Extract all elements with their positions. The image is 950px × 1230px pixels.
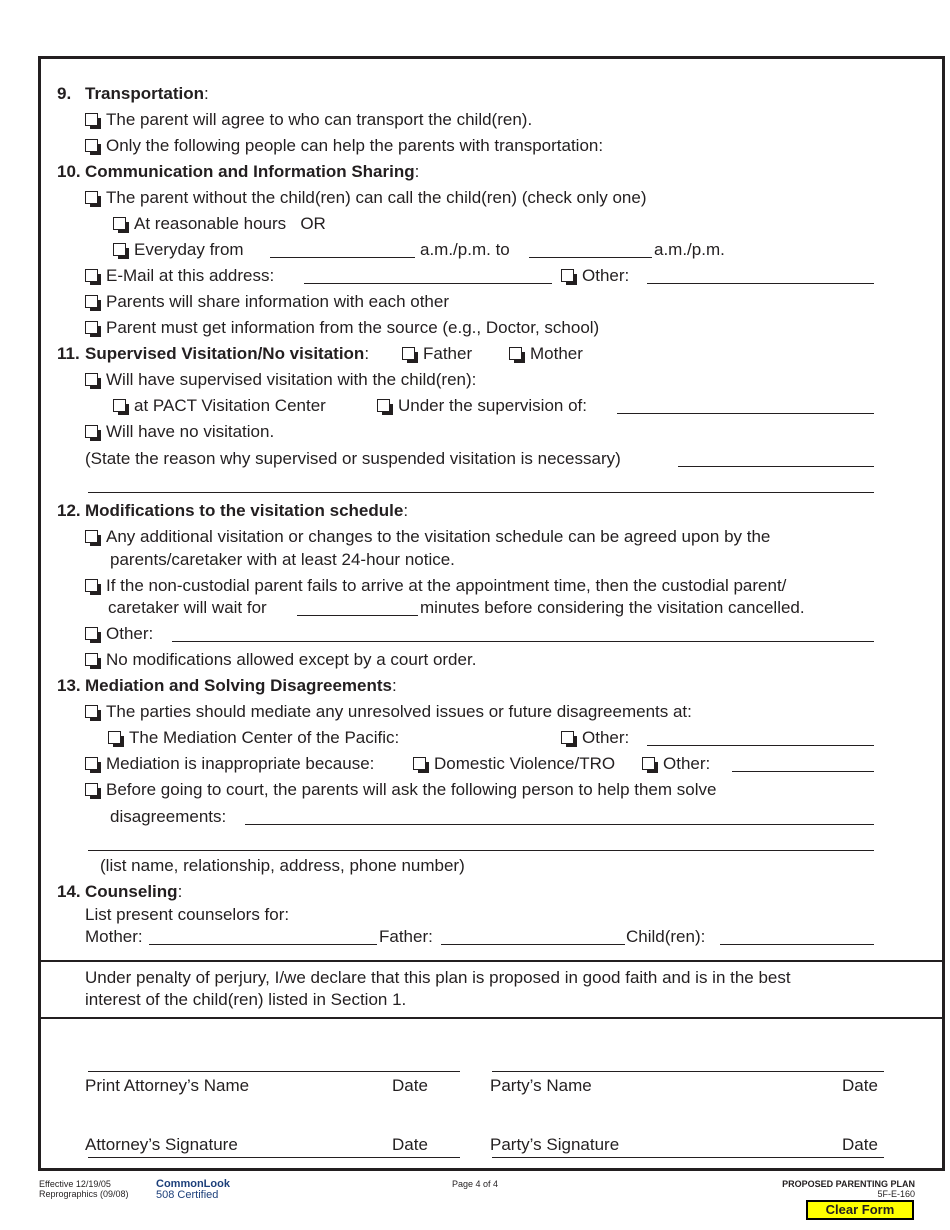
- s14-list-label: List present counselors for:: [85, 905, 290, 924]
- s12-additional-label-2: parents/caretaker with at least 24-hour notice.: [110, 550, 455, 569]
- s10-option-call: [85, 188, 647, 208]
- s13-before-court-checkbox[interactable]: [85, 783, 98, 796]
- s11-reason-field-1[interactable]: [678, 466, 874, 467]
- s11-pact-checkbox[interactable]: [113, 399, 126, 412]
- footer-form-title: PROPOSED PARENTING PLAN: [782, 1179, 915, 1189]
- s10-everyday-label: Everyday from: [134, 240, 244, 259]
- s13-dv-checkbox[interactable]: [413, 757, 426, 770]
- s10-call-checkbox[interactable]: [85, 191, 98, 204]
- s10-email-checkbox[interactable]: [85, 269, 98, 282]
- s12-option-other: [85, 624, 153, 644]
- s12-court-checkbox[interactable]: [85, 653, 98, 666]
- s13-mediate-label: The parties should mediate any unresolved issues or future disagreements at:: [106, 702, 692, 721]
- s13-other-field[interactable]: [647, 745, 874, 746]
- s11-supervised-label: Will have supervised visitation with the child(ren):: [106, 370, 477, 389]
- s13-option-inappropriate: [85, 754, 374, 774]
- section-10-heading: [85, 162, 419, 182]
- s10-email-field[interactable]: [304, 283, 552, 284]
- s13-helper-field-2[interactable]: [88, 850, 874, 851]
- s10-call-label: The parent without the child(ren) can call the child(ren) (check only one): [106, 188, 647, 207]
- s9-agree-label: The parent will agree to who can transport the child(ren).: [106, 110, 533, 129]
- s11-reason-label: (State the reason why supervised or suspended visitation is necessary): [85, 449, 621, 468]
- date-label-4: Date: [842, 1135, 878, 1154]
- s12-other-checkbox[interactable]: [85, 627, 98, 640]
- s11-sub-pact: [113, 396, 326, 416]
- s11-mother-checkbox[interactable]: [509, 347, 522, 360]
- s12-fails-checkbox[interactable]: [85, 579, 98, 592]
- s13-other2-label: Other:: [663, 754, 711, 773]
- section-12-colon: :: [403, 501, 409, 520]
- section-13-number: 13.: [57, 676, 81, 695]
- s10-option-email: [85, 266, 274, 286]
- attorney-name-field[interactable]: [88, 1071, 460, 1072]
- s13-sub-center: [108, 728, 399, 748]
- s10-other-field[interactable]: [647, 283, 874, 284]
- s13-center-label: The Mediation Center of the Pacific:: [129, 728, 400, 747]
- divider-top: [38, 960, 945, 962]
- section-11-number: 11.: [57, 344, 80, 363]
- divider-bottom: [38, 1017, 945, 1019]
- s9-option-agree: [85, 110, 532, 130]
- declaration-line-2: interest of the child(ren) listed in Section 1.: [85, 990, 407, 1009]
- s11-father-label: Father: [423, 344, 473, 363]
- s9-option-people: [85, 136, 603, 156]
- s11-under-checkbox[interactable]: [377, 399, 390, 412]
- clear-form-button[interactable]: Clear Form: [806, 1200, 914, 1220]
- section-13-heading: [85, 676, 397, 696]
- s14-mother-field[interactable]: [149, 944, 377, 945]
- footer-page-number: Page 4 of 4: [452, 1179, 499, 1189]
- s12-fails-label-2b: minutes before considering the visitation cancelled.: [420, 598, 805, 617]
- s10-sub-reasonable: [113, 214, 326, 234]
- section-9-number: 9.: [57, 84, 72, 103]
- s13-before-court-label-1: Before going to court, the parents will ask the following person to help them solve: [106, 780, 717, 799]
- section-12-heading: [85, 501, 408, 521]
- section-13-title: Mediation and Solving Disagreements: [85, 676, 393, 695]
- s12-court-label: No modifications allowed except by a court order.: [106, 650, 477, 669]
- section-14-colon: :: [177, 882, 183, 901]
- s11-supervisor-field[interactable]: [617, 413, 874, 414]
- section-11-colon: :: [364, 344, 370, 363]
- s12-option-additional: [85, 527, 770, 547]
- s13-other-checkbox[interactable]: [561, 731, 574, 744]
- s13-other2-field[interactable]: [732, 771, 874, 772]
- s11-supervised-checkbox[interactable]: [85, 373, 98, 386]
- s10-other-label: Other:: [582, 266, 630, 285]
- s9-people-label: Only the following people can help the parents with transportation:: [106, 136, 604, 155]
- date-label-3: Date: [392, 1135, 428, 1154]
- s13-sub-other: [561, 728, 629, 748]
- attorney-signature-label: Attorney’s Signature: [85, 1135, 238, 1154]
- s12-fails-label-1: If the non-custodial parent fails to arrive at the appointment time, then the custodial parent/: [106, 576, 787, 595]
- s10-option-other: [561, 266, 629, 286]
- s11-option-supervised: [85, 370, 476, 390]
- s11-sub-under: [377, 396, 587, 416]
- s12-additional-label-1: Any additional visitation or changes to the visitation schedule can be agreed upon by the: [106, 527, 771, 546]
- s14-mother-label: Mother:: [85, 927, 143, 946]
- s10-everyday-from-field[interactable]: [270, 257, 415, 258]
- s13-option-other2: [642, 754, 710, 774]
- s13-other-label: Other:: [582, 728, 630, 747]
- s10-reasonable-label: At reasonable hours OR: [134, 214, 326, 233]
- date-label-2: Date: [842, 1076, 878, 1095]
- s13-option-dv: [413, 754, 615, 774]
- s10-sub-everyday: [113, 240, 244, 260]
- date-label-1: Date: [392, 1076, 428, 1095]
- s10-other-checkbox[interactable]: [561, 269, 574, 282]
- section-11-title: Supervised Visitation/No visitation: [85, 344, 365, 363]
- s10-email-label: E-Mail at this address:: [106, 266, 275, 285]
- section-10-number: 10.: [57, 162, 81, 181]
- s12-option-fails: [85, 576, 786, 596]
- s13-list-note: (list name, relationship, address, phone number): [100, 856, 465, 875]
- s14-children-label: Child(ren):: [626, 927, 706, 946]
- s11-reason-field-2[interactable]: [88, 492, 874, 493]
- s9-agree-checkbox[interactable]: [85, 113, 98, 126]
- s11-father-checkbox[interactable]: [402, 347, 415, 360]
- s14-father-label: Father:: [379, 927, 433, 946]
- s11-option-novisit: [85, 422, 274, 442]
- s10-everyday-to-field[interactable]: [529, 257, 652, 258]
- attorney-signature-field[interactable]: [88, 1157, 460, 1158]
- s10-share-label: Parents will share information with each other: [106, 292, 449, 311]
- s13-other2-checkbox[interactable]: [642, 757, 655, 770]
- s13-before-court-label-2: disagreements:: [110, 807, 227, 826]
- section-9-heading: [85, 84, 209, 104]
- s11-novisit-label: Will have no visitation.: [106, 422, 275, 441]
- s10-ampm-end: a.m./p.m.: [654, 240, 725, 259]
- s13-dv-label: Domestic Violence/TRO: [434, 754, 616, 773]
- s9-people-checkbox[interactable]: [85, 139, 98, 152]
- s11-option-father: [402, 344, 472, 364]
- s12-fails-label-2a: caretaker will wait for: [108, 598, 267, 617]
- section-13-colon: :: [392, 676, 397, 695]
- s10-source-checkbox[interactable]: [85, 321, 98, 334]
- party-signature-label: Party’s Signature: [490, 1135, 620, 1154]
- s13-inappropriate-label: Mediation is inappropriate because:: [106, 754, 375, 773]
- print-attorney-label: Print Attorney’s Name: [85, 1076, 250, 1095]
- party-name-label: Party’s Name: [490, 1076, 592, 1095]
- s13-helper-field-1[interactable]: [245, 824, 874, 825]
- s11-under-label: Under the supervision of:: [398, 396, 587, 415]
- s10-everyday-checkbox[interactable]: [113, 243, 126, 256]
- s13-inappropriate-checkbox[interactable]: [85, 757, 98, 770]
- s13-option-before-court: [85, 780, 716, 800]
- s11-option-mother: [509, 344, 583, 364]
- commonlook-certified: 508 Certified: [156, 1189, 219, 1201]
- section-10-title: Communication and Information Sharing: [85, 162, 415, 181]
- s12-option-court: [85, 650, 476, 670]
- section-10-colon: :: [414, 162, 420, 181]
- footer-effective: Effective 12/19/05: [39, 1179, 111, 1189]
- s13-option-mediate: [85, 702, 692, 722]
- s14-children-field[interactable]: [720, 944, 874, 945]
- s11-pact-label: at PACT Visitation Center: [134, 396, 326, 415]
- section-14-title: Counseling: [85, 882, 178, 901]
- s12-additional-checkbox[interactable]: [85, 530, 98, 543]
- section-14-heading: [85, 882, 182, 902]
- section-11-heading: [85, 344, 369, 364]
- s13-center-checkbox[interactable]: [108, 731, 121, 744]
- s13-mediate-checkbox[interactable]: [85, 705, 98, 718]
- section-12-title: Modifications to the visitation schedule: [85, 501, 404, 520]
- s12-other-field[interactable]: [172, 641, 874, 642]
- s10-source-label: Parent must get information from the source (e.g., Doctor, school): [106, 318, 600, 337]
- s10-option-share: [85, 292, 449, 312]
- section-12-number: 12.: [57, 501, 81, 520]
- commonlook-logo: CommonLook: [156, 1178, 230, 1190]
- footer-reprographics: Reprographics (09/08): [39, 1189, 129, 1199]
- s10-option-source: [85, 318, 599, 338]
- section-14-number: 14.: [57, 882, 81, 901]
- party-name-field[interactable]: [492, 1071, 884, 1072]
- s10-ampm-to: a.m./p.m. to: [420, 240, 510, 259]
- s12-other-label: Other:: [106, 624, 154, 643]
- s10-share-checkbox[interactable]: [85, 295, 98, 308]
- party-signature-field[interactable]: [492, 1157, 884, 1158]
- section-9-colon: :: [204, 84, 209, 103]
- footer-form-code: 5F-E-160: [877, 1189, 915, 1199]
- declaration-line-1: Under penalty of perjury, I/we declare that this plan is proposed in good faith and is in the best: [85, 968, 791, 987]
- section-9-title: Transportation: [85, 84, 205, 103]
- s11-novisit-checkbox[interactable]: [85, 425, 98, 438]
- s12-minutes-field[interactable]: [297, 615, 418, 616]
- s14-father-field[interactable]: [441, 944, 625, 945]
- s10-reasonable-checkbox[interactable]: [113, 217, 126, 230]
- s11-mother-label: Mother: [530, 344, 583, 363]
